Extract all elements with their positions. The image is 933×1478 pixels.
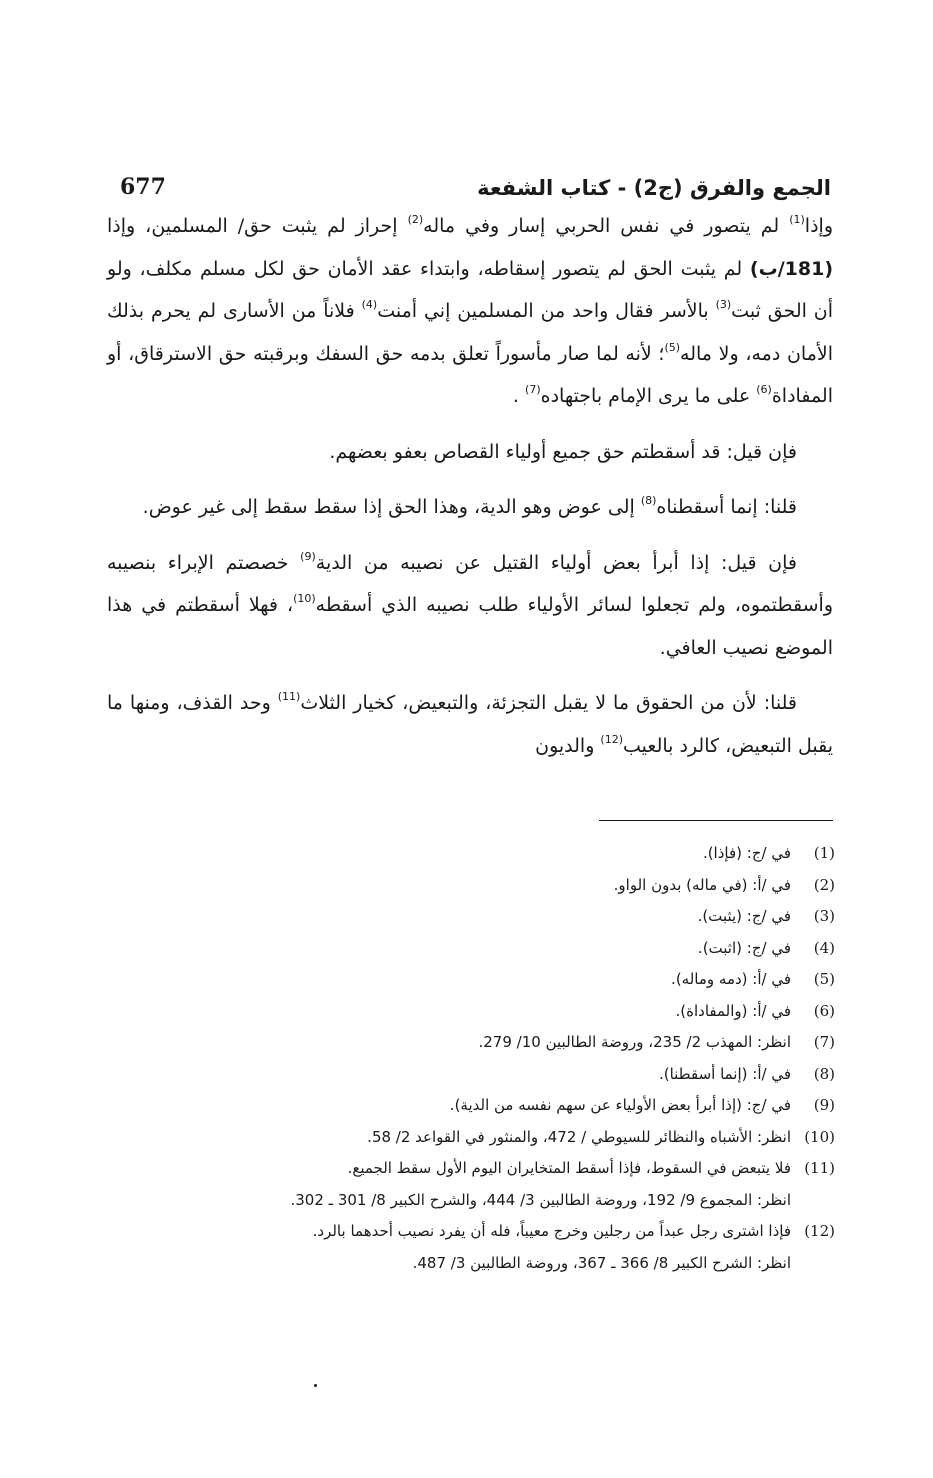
footnote-text <box>107 1153 791 1216</box>
text-run: فلاناً من الأسارى لم يحرم بذلك الأمان دمه، ولا ماله <box>107 300 833 365</box>
footnote-number: (5) <box>813 970 835 988</box>
footnote-text: في /ج: (يثبت). <box>697 907 791 925</box>
footnote-item <box>107 933 835 965</box>
text-run: بالأسر فقال واحد من المسلمين إني أمنت <box>377 300 716 322</box>
footnote-marker: (4) <box>361 298 378 311</box>
footnote-text: في /ج: (اثبت). <box>697 938 791 957</box>
footnote-item <box>107 1122 835 1154</box>
footnote-number: (2) <box>813 875 835 894</box>
text-run: إلى عوض وهو الدية، وهذا الحق إذا سقط سقط إلى غير عوض. <box>142 496 641 518</box>
footnote-number: (12) <box>804 1222 835 1240</box>
text-run: فإن قيل: إذا أبرأ بعض أولياء القتيل عن نصيبه من الدية <box>315 551 798 574</box>
footnote-marker: (6) <box>756 383 772 396</box>
footnote-text <box>107 1216 791 1279</box>
footnote-marker: (8) <box>640 494 657 507</box>
footnote-item <box>107 870 835 902</box>
footnote-text: انظر: المهذب 2/ 235، وروضة الطالبين 10/ 279. <box>478 1033 791 1051</box>
text-run: ؛ لأنه لما صار مأسوراً تعلق بدمه حق السفك وبرقبته حق الاسترقاق، أو المفاداة <box>107 342 833 407</box>
paragraph-3 <box>107 486 833 529</box>
text-run: إحراز لم يثبت حق/ المسلمين، وإذا <box>107 215 408 237</box>
footnote-marker: (10) <box>293 592 316 605</box>
text-run: لم يتصور في نفس الحربي إسار وفي ماله <box>423 215 790 237</box>
footnote-marker: (9) <box>300 549 316 563</box>
main-text <box>107 205 833 780</box>
footnote-item <box>107 1059 835 1091</box>
text-run: قلنا: إنما أسقطناه <box>656 496 797 518</box>
page-header <box>120 150 831 200</box>
footnote-item <box>107 838 835 870</box>
paragraph-2: فإن قيل: قد أسقطتم حق جميع أولياء القصاص بعفو بعضهم. <box>329 440 797 463</box>
footnote-item <box>107 964 835 996</box>
running-title: الجمع والفرق (ج2) - كتاب الشفعة <box>477 176 831 200</box>
footnote-marker: (2) <box>407 213 424 226</box>
footnote-number: (11) <box>804 1159 835 1177</box>
footnote-text: في /أ: (إنما أسقطنا). <box>658 1064 791 1083</box>
footnote-number: (6) <box>813 1001 835 1020</box>
text-run: لم يثبت الحق لم يتصور إسقاطه، وابتداء عقد الأمان حق لكل مسلم مكلف، ولو أن الحق ثبت <box>107 257 834 322</box>
footnote-item <box>107 1216 835 1279</box>
text-run: ، فهلا أسقطتم في هذا الموضع نصيب العافي. <box>107 594 833 659</box>
manuscript-folio-ref: (181/ب) <box>749 257 833 280</box>
footnote-item <box>107 1153 835 1216</box>
footnote-number: (1) <box>813 844 835 862</box>
footnote-line: فإذا اشترى رجل عبداً من رجلين وخرج معيباً، فله أن يفرد نصيب أحدهما بالرد. <box>312 1222 791 1240</box>
footnote-text: في /ج: (فإذا). <box>702 844 791 862</box>
paragraph-5 <box>107 682 833 767</box>
text-run: وحد القذف، ومنها ما يقبل التبعيض، كالرد بالعيب <box>107 692 833 757</box>
footnote-number: (9) <box>813 1096 835 1114</box>
footnote-number: (7) <box>813 1033 835 1051</box>
footnote-item <box>107 996 835 1028</box>
footnote-marker: (3) <box>715 298 732 311</box>
footnote-line: فلا يتبعض في السقوط، فإذا أسقط المتخايران اليوم الأول سقط الجميع. <box>347 1159 791 1177</box>
footnote-item <box>107 1090 835 1122</box>
text-run: على ما يرى الإمام باجتهاده <box>540 385 757 407</box>
footnote-line: انظر: الشرح الكبير 8/ 366 ـ 367، وروضة الطالبين 3/ 487. <box>412 1253 791 1272</box>
footnote-number: (4) <box>813 938 835 957</box>
paragraph-1 <box>107 205 833 418</box>
footnote-number: (3) <box>813 907 835 925</box>
text-run: . <box>512 385 526 407</box>
footnote-separator <box>599 820 833 821</box>
text-run: وإذا <box>804 215 833 237</box>
footnote-number: (10) <box>804 1127 835 1146</box>
footnote-text: في /أ: (دمه وماله). <box>671 970 791 988</box>
footnote-item <box>107 1027 835 1059</box>
footnote-marker: (12) <box>600 732 624 746</box>
footnotes <box>107 838 835 1279</box>
footnote-marker: (11) <box>277 690 301 703</box>
footnote-text: في /أ: (في ماله) بدون الواو. <box>613 875 791 894</box>
text-run: والديون <box>535 734 601 757</box>
print-speck <box>314 1384 317 1387</box>
text-run: خصصتم الإبراء بنصيبه وأسقطتموه، ولم تجعلوا لسائر الأولياء طلب نصيبه الذي أسقطه <box>107 551 833 616</box>
footnote-text: في /ج: (إذا أبرأ بعض الأولياء عن سهم نفسه من الدية). <box>449 1096 791 1114</box>
footnote-marker: (7) <box>525 383 541 396</box>
page-number: 677 <box>120 174 166 200</box>
footnote-line: انظر: المجموع 9/ 192، وروضة الطالبين 3/ 444، والشرح الكبير 8/ 301 ـ 302. <box>290 1190 791 1209</box>
footnote-number: (8) <box>813 1064 835 1083</box>
footnote-marker: (5) <box>664 340 681 354</box>
footnote-text: في /أ: (والمفاداة). <box>675 1001 791 1020</box>
footnote-text: انظر: الأشباه والنظائر للسيوطي / 472، والمنثور في القواعد 2/ 58. <box>367 1127 791 1146</box>
text-run: قلنا: لأن من الحقوق ما لا يقبل التجزئة، والتبعيض، كخيار الثلاث <box>300 692 797 714</box>
paragraph-4 <box>107 542 833 670</box>
footnote-marker: (1) <box>789 213 805 226</box>
footnote-item <box>107 901 835 933</box>
